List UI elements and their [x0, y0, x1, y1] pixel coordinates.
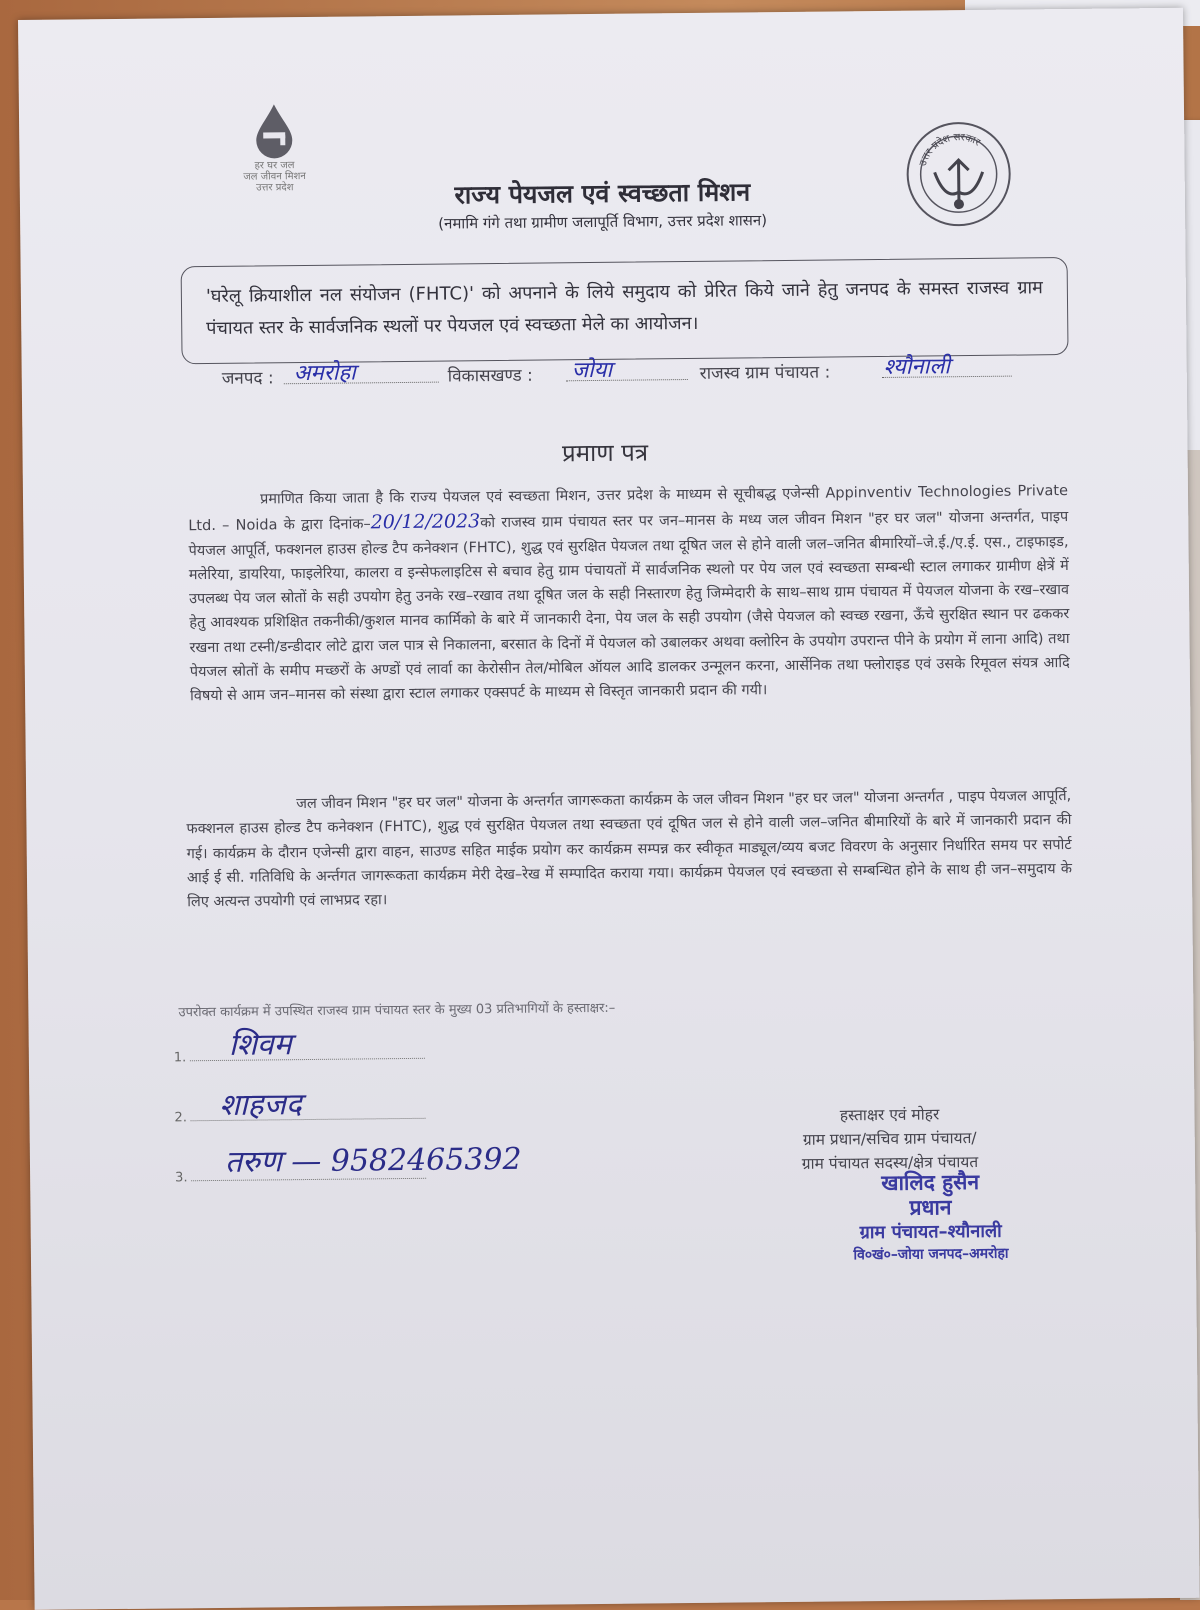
event-banner-text: 'घरेलू क्रियाशील नल संयोजन (FHTC)' को अपनाने के लिये समुदाय को प्रेरित किये जाने हेतु जनपद के समस्त राजस्व ग्राम पंचायत स्तर के सार्वजनिक स्थलों पर पेयजल एवं स्वच्छता मेले का आयोजन।: [206, 272, 1044, 345]
signatory-line-1: हस्ताक्षर एवं मोहर: [759, 1102, 1019, 1129]
logo-caption-3: उत्तर प्रदेश: [220, 182, 330, 194]
logo-caption-2: जल जीवन मिशन: [220, 171, 330, 183]
attendee-number: 1.: [174, 1050, 187, 1065]
para1-text-before-date: प्रमाणित किया जाता है कि राज्य पेयजल एवं स्वच्छता मिशन, उत्तर प्रदेश के माध्यम से सूचीबद्ध एजेन्सी Appinventiv Technologies Private Ltd. – Noida के द्वारा दिनांक–: [188, 483, 1068, 535]
certificate-paragraph-2: जल जीवन मिशन "हर घर जल" योजना के अन्तर्गत जागरूकता कार्यक्रम के जल जीवन मिशन "हर घर जल" योजना अन्तर्गत , पाइप पेयजल आपूर्ति, फक्शनल हाउस होल्ड टैप कनेक्शन (FHTC), शुद्ध एवं सुरक्षित पेयजल तथा स्वच्छता एवं दूषित जल से होने वाली जल–जनित बीमारियों के बारे में जानकारी प्रदान की गई। कार्यक्रम के दौरान एजेन्सी द्वारा वाहन, साउण्ड सहित माईक प्रयोग कर कार्यक्रम सम्पन्न कर स्वीकृत माड्यूल/व्यय बजट विवरण के अनुसार निर्धारित समय पर सपोर्ट आई ई सी. गतिविधि के अर्न्तगत जागरूकता कार्यक्रम मेरी देख–रेख में सम्पादित कराया गया। कार्यक्रम पेयजल एवं स्वच्छता से सम्बन्धित होने के साथ ही जन–समुदाय के लिए अत्यन्त उपयोगी एवं लाभप्रद रहा।: [186, 784, 1072, 915]
page-title: राज्य पेयजल एवं स्वच्छता मिशन: [20, 170, 1185, 216]
attendee-number: 3.: [175, 1170, 188, 1185]
pradhan-stamp: [795, 1169, 1066, 1266]
vikaskhand-value: जोया: [572, 354, 613, 384]
svg-text:उत्तर प्रदेश सरकार: [917, 132, 982, 168]
janpad-label: जनपद :: [222, 365, 274, 389]
event-date-handwritten: 20/12/2023: [371, 510, 481, 533]
gram-panchayat-value: श्यौनाली: [884, 350, 951, 381]
page-subtitle: (नमामि गंगे तथा ग्रामीण जलापूर्ति विभाग, उत्तर प्रदेश शासन): [20, 206, 1185, 238]
vikaskhand-label: विकासखण्ड :: [448, 363, 533, 387]
event-banner: [181, 257, 1069, 364]
certificate-heading: प्रमाण पत्र: [22, 430, 1187, 475]
attendee-signature: तरुण — 9582465392: [225, 1137, 522, 1181]
logo-caption-1: हर घर जल: [219, 160, 329, 172]
attendee-number: 2.: [174, 1110, 187, 1125]
attendee-signature: शाहजद: [219, 1082, 302, 1124]
signatory-line-2: ग्राम प्रधान/सचिव ग्राम पंचायत/: [760, 1126, 1020, 1153]
stamp-panchayat: ग्राम पंचायत–श्यौनाली: [796, 1219, 1066, 1246]
attendee-row: [174, 1046, 426, 1066]
signatory-line-3: ग्राम पंचायत सदस्य/क्षेत्र पंचायत: [760, 1150, 1020, 1177]
seal-text: उत्तर प्रदेश सरकार: [917, 132, 982, 168]
signatory-caption: [759, 1102, 1020, 1177]
janpad-value: अमरोहा: [294, 356, 356, 387]
certificate-paragraph-1: [188, 479, 1070, 709]
attendees-intro: उपरोक्त कार्यक्रम में उपस्थित राजस्व ग्राम पंचायत स्तर के मुख्य 03 प्रतिभागियों के हस्ताक्षर:–: [178, 998, 698, 1023]
stamp-name: खालिद हुसैन: [795, 1169, 1065, 1196]
attendee-dotted-line: [190, 1046, 425, 1061]
water-drop-tap-icon: [250, 102, 299, 160]
attendee-signature: शिवम: [229, 1022, 292, 1064]
stamp-block: वि०खं०–जोया जनपद–अमरोहा: [796, 1243, 1066, 1266]
stamp-title: प्रधान: [795, 1193, 1065, 1222]
certificate-sheet: [18, 8, 1200, 1610]
gram-panchayat-label: राजस्व ग्राम पंचायत :: [700, 360, 831, 384]
para1-text-after-date: को राजस्व ग्राम पंचायत स्तर पर जन–मानस के मध्य जल जीवन मिशन "हर घर जल" योजना अन्तर्गत, पाइप पेयजल आपूर्ति, फक्शनल हाउस होल्ड टैप कनेक्शन (FHTC), शुद्ध एवं सुरक्षित पेयजल तथा दूषित जल से होने वाली जल–जनित बीमारियों–जे.ई./ए.ई. एस., टाइफाइड, मलेरिया, डायरिया, फाइलेरिया, कालरा व इन्सेफलाइटिस से बचाव हेतु ग्राम पंचायतों में सार्वजनिक स्थलो पर पेय जल एवं स्वच्छता सम्बन्धी स्टाल लगाकर ग्रामीण क्षेत्रें में उपलब्ध पेय जल स्रोतों के सही उपयोग हेतु उनके रख–रखाव तथा दूषित जल के सही निस्तारण हेतु जिम्मेदारी के साथ–साथ ग्राम पंचायत में पेयजल योजना के रख–रखाव हेतु आवश्यक प्रशिक्षित तकनीकी/कुशल मानव कार्मिको के बारे में जानकारी देना, पेय जल के सही उपयोग (जैसे पेयजल को स्वच्छ रखना, ऊँचे सुरक्षित स्थान पर ढककर रखना तथा टस्नी/डन्डीदार लोटे द्वारा जल पात्र से निकालना, बरसात के दिनों में पेयजल को उबालकर अथवा क्लोरिन के उपयोग उपरान्त पीने के प्रयोग में लाना आदि) तथा पेयजल स्रोतों के समीप मच्छरों के अण्डों एवं लार्वा का केरोसीन तेल/मोबिल ऑयल आदि डालकर उन्मूलन करना, आर्सेनिक तथा फ्लोराइड एवं उसके रिमूवल संयत्र आदि विषयो से आम जन–मानस को संस्था द्वारा स्टाल लगाकर एक्सपर्ट के माध्यम से विस्तृत जानकारी प्रदान की गयी।: [188, 509, 1069, 704]
